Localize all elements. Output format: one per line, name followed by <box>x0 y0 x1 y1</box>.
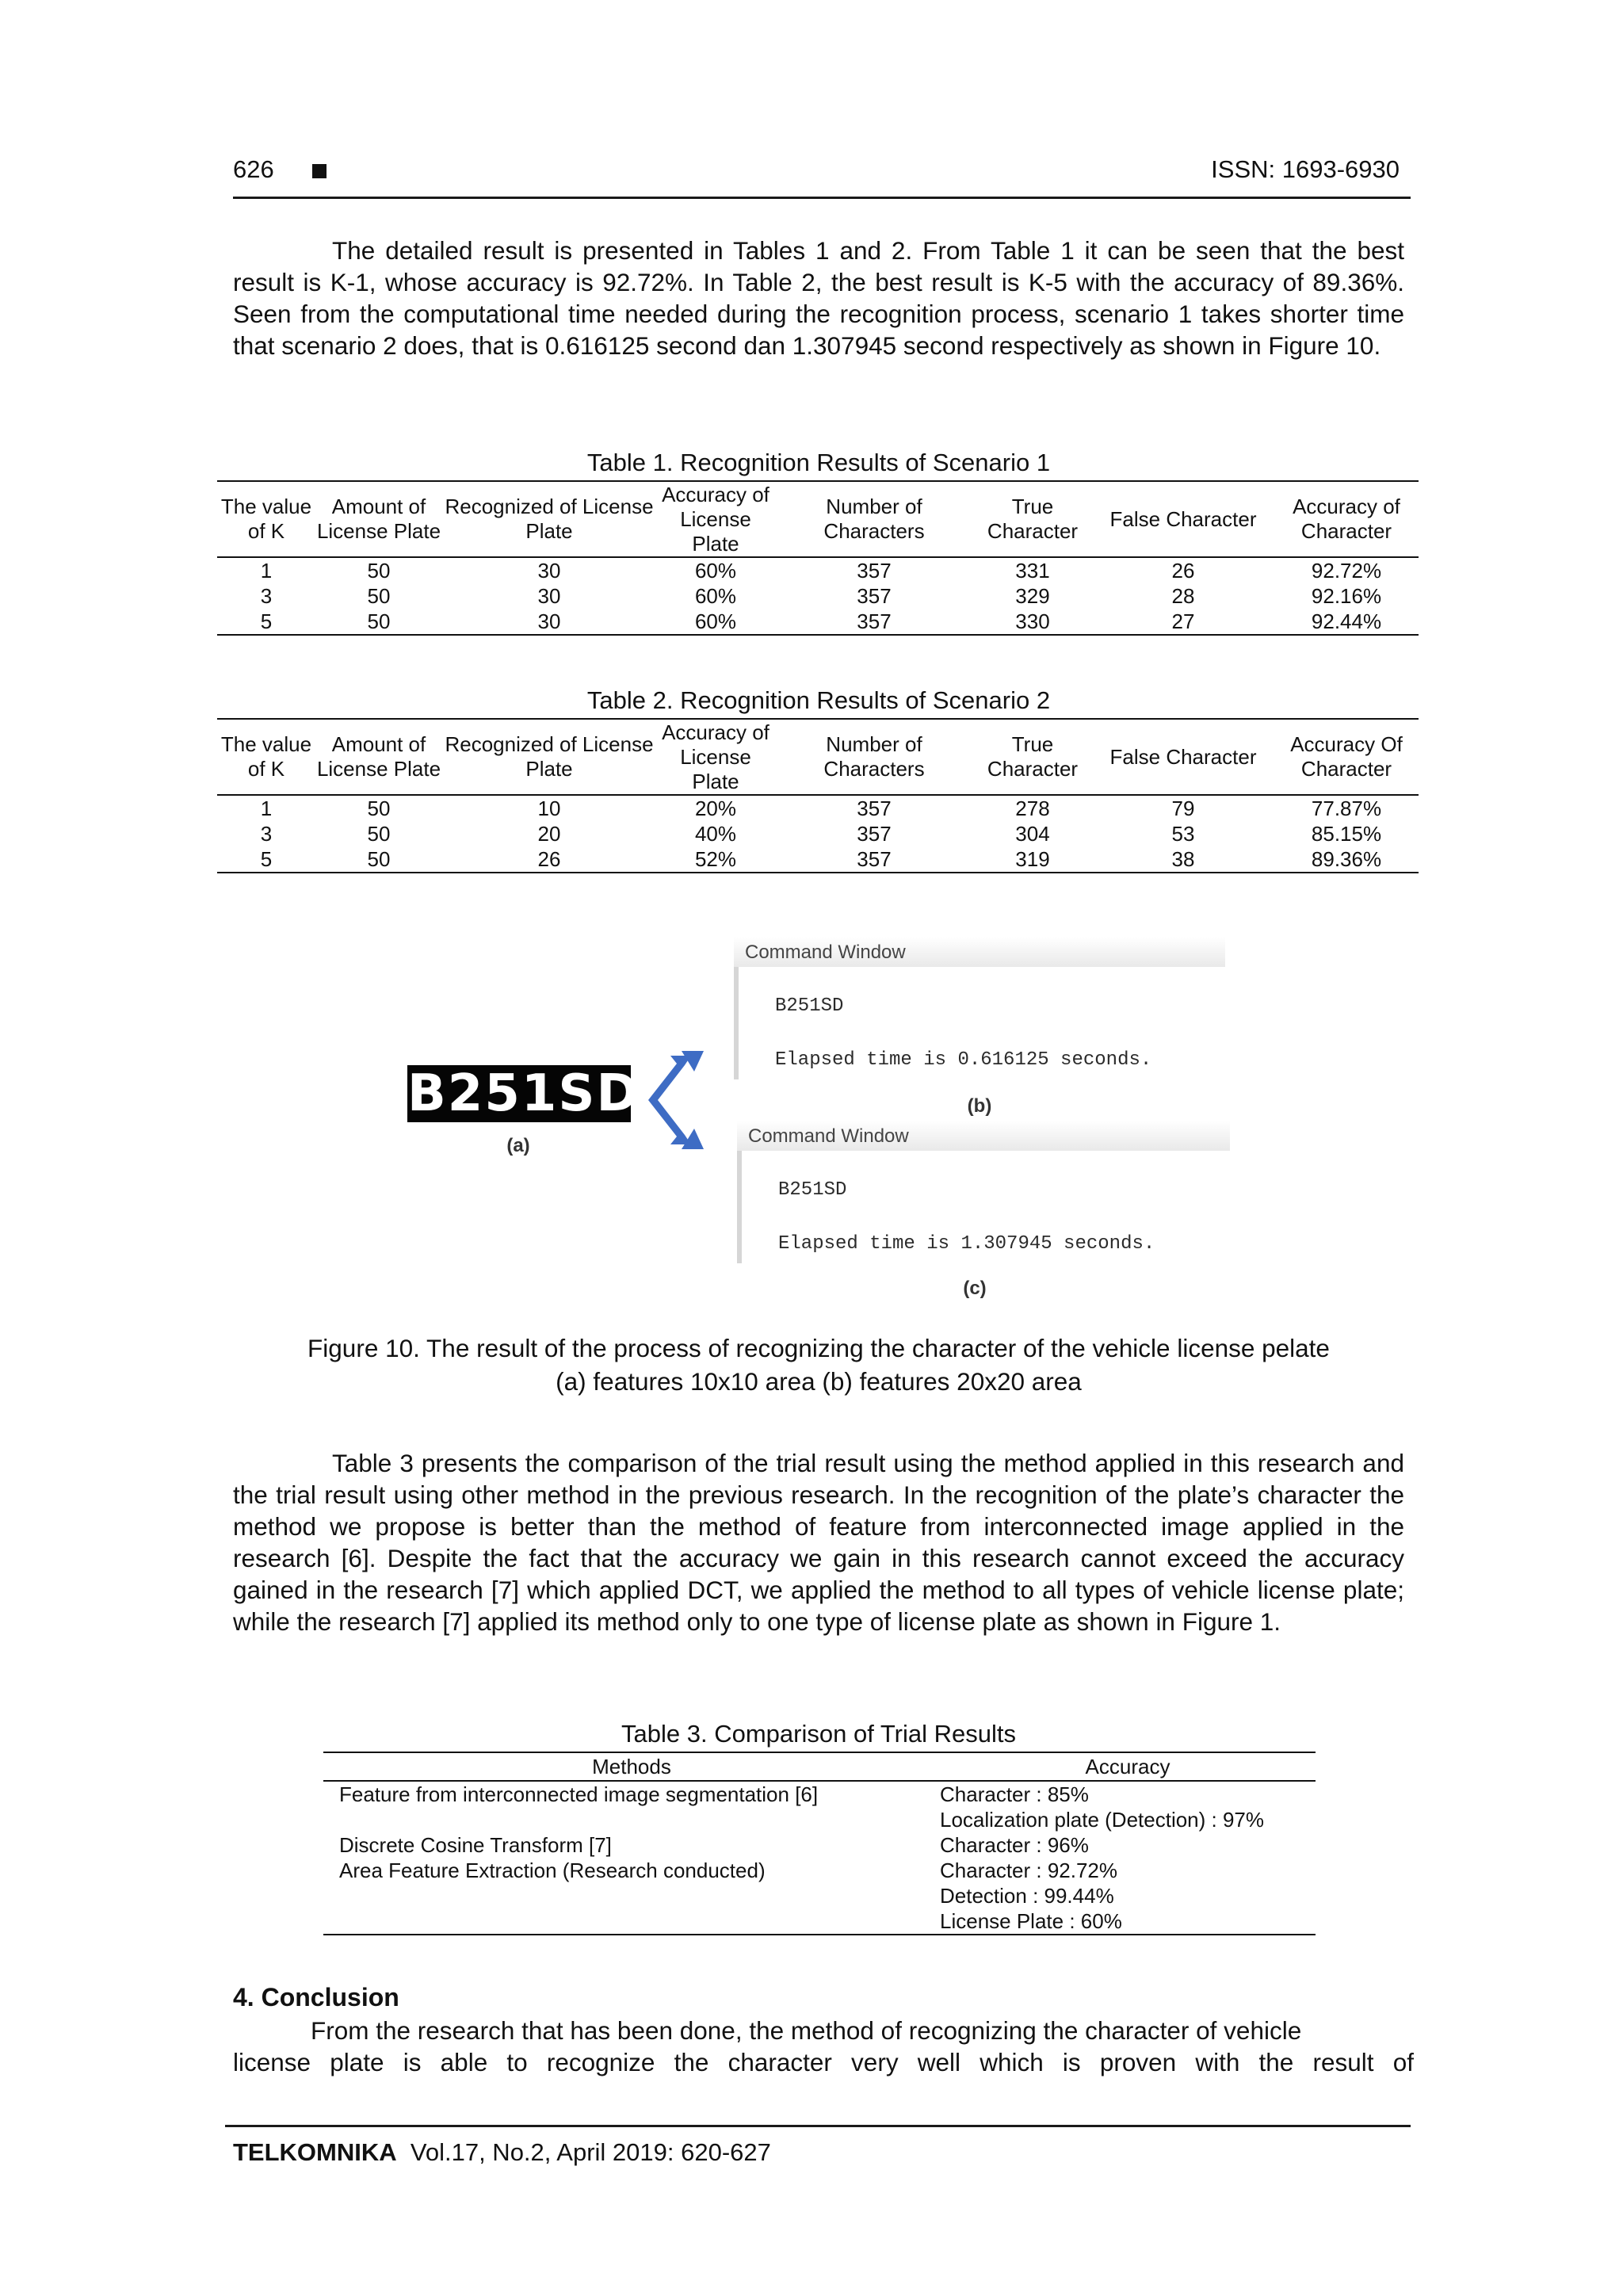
paragraph-comparison: Table 3 presents the comparison of the trial result using the method applied in this research and the trial result using other method in the previous research. In the recognition of the plate’s character the method we propose is better than the method of feature from interconnected image applied in the research [6]. Despite the fact that the accuracy we gain in this research cannot exceed the accuracy gained in the research [7] which applied DCT, we applied the method to all types of vehicle license plate; while the research [7] applied its method only to one type of license plate as shown in Figure 1. <box>233 1449 1404 1636</box>
figure-label-c: (c) <box>963 1278 987 1299</box>
table-row: Feature from interconnected image segmentation [6] Character : 85% Localization plate (Detection) : 97% <box>339 1782 1265 1832</box>
t3-header-accuracy: Accuracy <box>940 1752 1316 1781</box>
t2-header-true-char: True Character <box>987 732 1079 781</box>
split-arrow-icon <box>639 1048 710 1154</box>
table-row: 3 50 20 40% 357 304 53 85.15% <box>260 822 1382 846</box>
output-text: B251SD <box>775 995 844 1017</box>
t3-header-methods: Methods <box>323 1752 940 1781</box>
t1-header-acc-char: Accuracy of Character <box>1293 495 1400 543</box>
table2-caption: Table 2. Recognition Results of Scenario 2 <box>586 686 1051 714</box>
table-1 <box>217 480 1419 636</box>
header-square-icon <box>312 164 327 178</box>
table-row: 5 50 26 52% 357 319 38 89.36% <box>217 846 1419 873</box>
t1-header-true-char: True Character <box>987 495 1079 543</box>
journal-name: TELKOMNIKA <box>233 2138 397 2166</box>
window-title: Command Window <box>737 1121 1230 1151</box>
t1-header-recognized: Recognized of License Plate <box>445 495 654 543</box>
t1-header-amount: Amount of License Plate <box>316 495 441 543</box>
elapsed-time-text: Elapsed time is 1.307945 seconds. <box>778 1233 1155 1255</box>
section-heading-conclusion: 4. Conclusion <box>233 1983 399 2011</box>
elapsed-time-text: Elapsed time is 0.616125 seconds. <box>775 1049 1152 1071</box>
table-2 <box>217 718 1419 873</box>
t2-header-amount: Amount of License Plate <box>316 732 441 781</box>
issn: ISSN: 1693-6930 <box>1211 155 1400 183</box>
output-text: B251SD <box>778 1179 847 1201</box>
table-3 <box>323 1752 1316 1935</box>
page-header <box>233 155 1411 199</box>
command-window-b <box>734 937 1225 1079</box>
table-row: 1 50 30 60% 357 331 26 92.72% <box>260 559 1382 583</box>
table-row: 5 50 30 60% 357 330 27 92.44% <box>217 609 1419 635</box>
window-title: Command Window <box>734 937 1225 967</box>
table-row: Discrete Cosine Transform [7] Character : 96% <box>339 1833 1089 1857</box>
page-number: 626 <box>233 155 274 183</box>
t1-header-false-char: False Character <box>1109 506 1257 531</box>
t1-header-k: The value of K <box>220 495 312 543</box>
t2-header-num-chars: Number of Characters <box>823 732 925 781</box>
t1-header-acc-plate: Accuracy of License Plate <box>662 482 769 556</box>
plate-characters: B251SD <box>407 1064 640 1123</box>
t2-header-recognized: Recognized of License Plate <box>445 732 654 781</box>
t2-header-k: The value of K <box>220 732 312 781</box>
t2-header-false-char: False Character <box>1109 744 1257 769</box>
figure-label-a: (a) <box>506 1135 530 1156</box>
table1-caption: Table 1. Recognition Results of Scenario 1 <box>586 449 1051 476</box>
table-row: 3 50 30 60% 357 329 28 92.16% <box>260 584 1382 608</box>
journal-issue: Vol.17, No.2, April 2019: 620-627 <box>410 2138 771 2166</box>
figure-label-b: (b) <box>967 1095 992 1117</box>
t1-header-num-chars: Number of Characters <box>823 495 925 543</box>
t2-header-acc-char: Accuracy Of Character <box>1290 732 1403 781</box>
paragraph-conclusion: From the research that has been done, the method of recognizing the character of vehicle license plate is able to recognize the character very well which is proven with the result of <box>233 2016 1414 2076</box>
command-window-c <box>737 1121 1230 1263</box>
page-footer <box>225 2125 1411 2166</box>
table3-caption: Table 3. Comparison of Trial Results <box>621 1720 1016 1748</box>
figure-caption: Figure 10. The result of the process of recognizing the character of the vehicle license pelate (a) features 10x10 area (b) features 20x20 area <box>307 1334 1330 1396</box>
t2-header-acc-plate: Accuracy of License Plate <box>662 720 769 793</box>
table-row: Area Feature Extraction (Research conducted) Character : 92.72% Detection : 99.44% License Plate : 60% <box>323 1858 1316 1935</box>
plate-image <box>407 1064 640 1129</box>
paragraph-results: The detailed result is presented in Tables 1 and 2. From Table 1 it can be seen that the best result is K-1, whose accuracy is 92.72%. In Table 2, the best result is K-5 with the accuracy of 89.36%. Seen from the computational time needed during the recognition process, scenario 1 takes shorter time that scenario 2 does, that is 0.616125 second dan 1.307945 second respectively as shown in Figure 10. <box>233 236 1404 360</box>
table-row: 1 50 10 20% 357 278 79 77.87% <box>260 797 1382 820</box>
